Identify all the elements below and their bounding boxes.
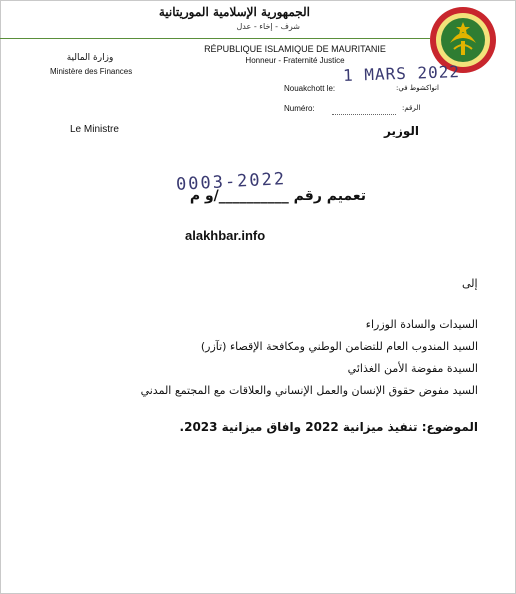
signatory-arabic: الوزير bbox=[384, 124, 420, 138]
recipient-line: السيدة مفوضة الأمن الغذائي bbox=[347, 362, 478, 375]
place-label-arabic: انواكشوط في: bbox=[396, 84, 439, 92]
number-label-arabic: الرقم: bbox=[402, 104, 421, 112]
subject-line: الموضوع: تنفيذ ميزانية 2022 وافاق ميزانية 2023. bbox=[179, 420, 478, 434]
header-divider bbox=[0, 38, 430, 39]
recipient-line: السيدات والسادة الوزراء bbox=[365, 318, 478, 331]
place-label-french: Nouakchott le: bbox=[284, 84, 336, 93]
republic-arabic: الجمهورية الإسلامية الموريتانية bbox=[158, 5, 310, 19]
ministry-arabic: وزارة المالية bbox=[66, 53, 114, 63]
motto-arabic: شرف - إخاء - عدل bbox=[236, 22, 300, 31]
republic-french: RÉPUBLIQUE ISLAMIQUE DE MAURITANIE bbox=[204, 44, 386, 54]
circular-title: تعميم رقم __________/و م bbox=[189, 188, 366, 204]
recipient-line: السيد المندوب العام للتضامن الوطني ومكافحة الإقصاء (تآزر) bbox=[200, 340, 478, 353]
recipient-line: السيد مفوض حقوق الإنسان والعمل الإنساني والعلاقات مع المجتمع المدني bbox=[140, 384, 478, 397]
source-watermark: alakhbar.info bbox=[185, 228, 266, 243]
date-stamp: 1 MARS 2022 bbox=[342, 61, 461, 86]
signatory-french: Le Ministre bbox=[70, 124, 119, 135]
motto-french: Honneur - Fraternité Justice bbox=[245, 56, 345, 65]
circular-handwritten-number: 0003-2022 bbox=[175, 169, 287, 195]
number-label-french: Numéro: bbox=[284, 104, 315, 113]
number-dotted-line bbox=[332, 114, 396, 115]
to-label: إلى bbox=[462, 277, 478, 290]
ministry-french: Ministère des Finances bbox=[50, 67, 133, 76]
